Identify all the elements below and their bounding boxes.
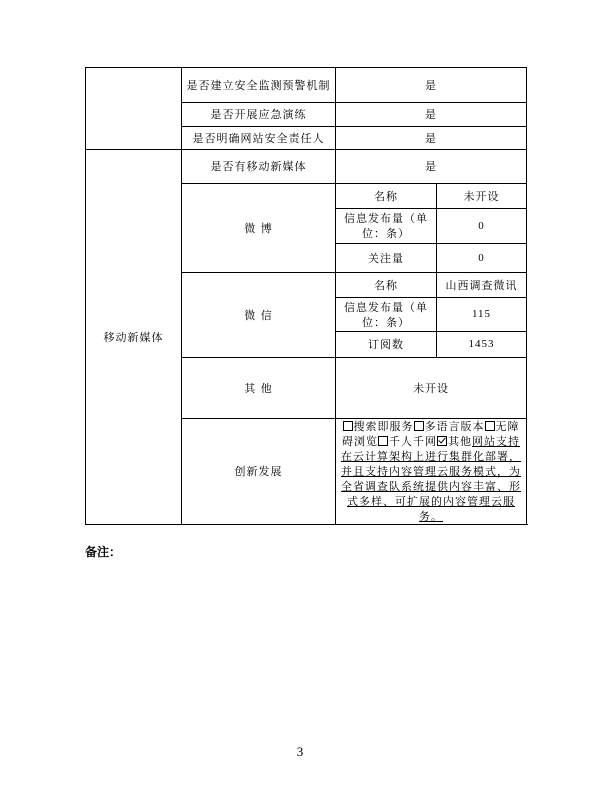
sub-value: 0 xyxy=(437,244,527,273)
checkbox-icon[interactable] xyxy=(343,421,353,431)
option-other[interactable]: 其他 xyxy=(437,435,472,448)
row-label: 是否建立安全监测预警机制 xyxy=(182,68,336,103)
innovation-content xyxy=(336,419,527,525)
row-label: 是否明确网站安全责任人 xyxy=(182,127,336,150)
sub-label: 信息发布量（单位：条） xyxy=(336,298,437,332)
other-label: 其 他 xyxy=(182,358,336,419)
sub-label: 订阅数 xyxy=(336,332,437,358)
page-number: 3 xyxy=(296,744,304,759)
checkbox-icon[interactable] xyxy=(414,421,424,431)
sub-label: 关注量 xyxy=(336,244,437,273)
weibo-label: 微 博 xyxy=(182,184,336,273)
row-value: 是 xyxy=(336,127,527,150)
option-accessibility[interactable]: 无障碍浏览 xyxy=(342,420,520,448)
sub-value: 山西调查微讯 xyxy=(437,273,527,298)
innovation-category-cell: 创新发展 xyxy=(182,419,336,525)
mobile-category-cell: 移动新媒体 xyxy=(86,150,182,525)
sub-label: 名称 xyxy=(336,273,437,298)
table-row xyxy=(86,68,527,103)
option-multilang[interactable]: 多语言版本 xyxy=(414,420,485,433)
sub-value: 115 xyxy=(437,298,527,332)
row-label: 是否有移动新媒体 xyxy=(182,150,336,184)
option-search[interactable]: 搜索即服务 xyxy=(343,420,414,433)
row-label: 是否开展应急演练 xyxy=(182,103,336,127)
option-personalized[interactable]: 千人千网 xyxy=(378,435,437,448)
report-table xyxy=(85,67,527,525)
sub-label: 名称 xyxy=(336,184,437,209)
checked-checkbox-icon[interactable] xyxy=(437,436,447,446)
sub-label: 信息发布量（单位：条） xyxy=(336,209,437,244)
weixin-label: 微 信 xyxy=(182,273,336,358)
sub-value: 0 xyxy=(437,209,527,244)
table-row xyxy=(86,150,527,184)
sub-value: 1453 xyxy=(437,332,527,358)
other-value: 未开设 xyxy=(336,358,527,419)
checkbox-icon[interactable] xyxy=(378,436,388,446)
other-description: 网站支持在云计算架构上进行集群化部署，并且支持内容管理云服务模式，为全省调查队系统提供内容丰富、形式多样、可扩展的内容管理云服务。 xyxy=(341,435,521,523)
remark-label: 备注： xyxy=(85,545,122,559)
row-value: 是 xyxy=(336,150,527,184)
sub-value: 未开设 xyxy=(437,184,527,209)
checkbox-icon[interactable] xyxy=(485,421,495,431)
security-category-cell xyxy=(86,68,182,150)
row-value: 是 xyxy=(336,103,527,127)
row-value: 是 xyxy=(336,68,527,103)
